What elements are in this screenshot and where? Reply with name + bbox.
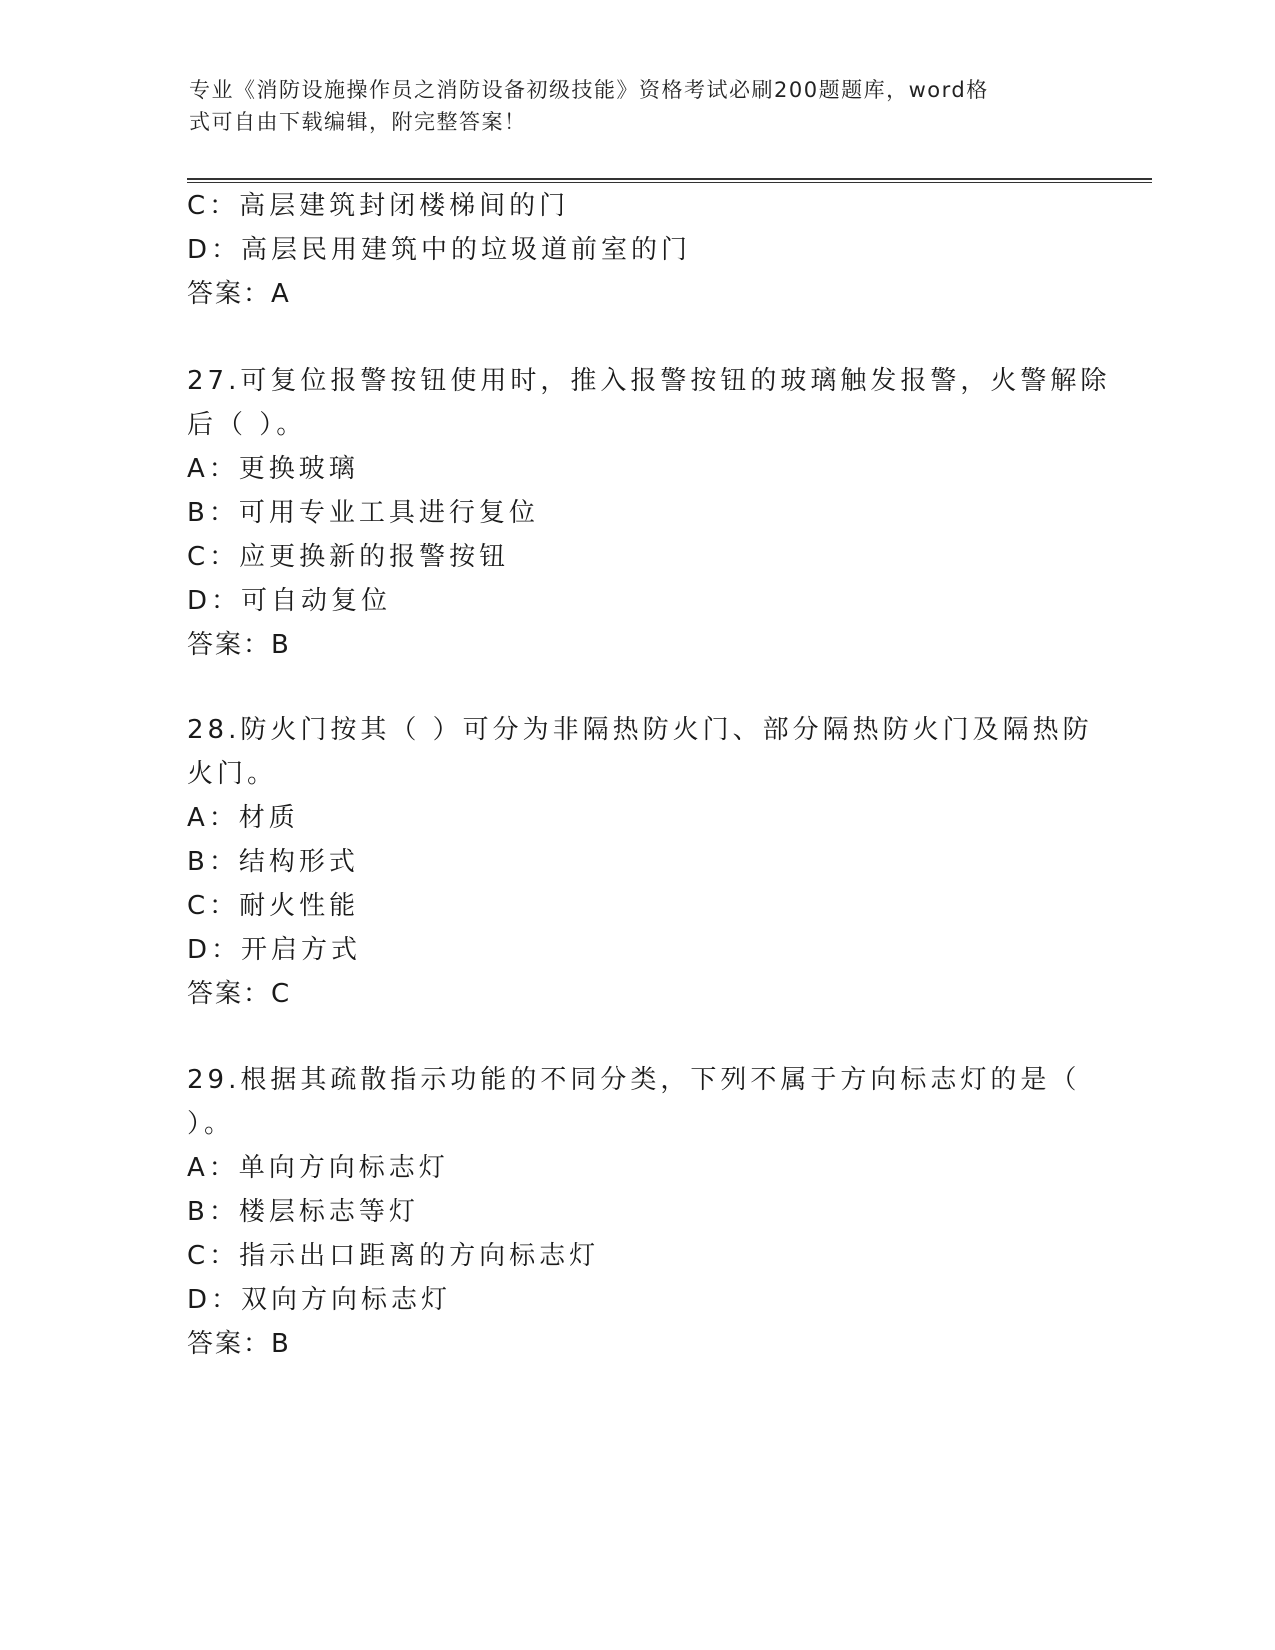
option-a: A：更换玻璃 [187,454,359,484]
option-a: A：材质 [187,803,299,833]
question-stem-line: ）。 [187,1109,235,1139]
question-stem-line: 29.根据其疏散指示功能的不同分类，下列不属于方向标志灯的是（ [187,1065,1081,1095]
option-b: B：楼层标志等灯 [187,1197,419,1227]
answer: 答案：C [187,979,292,1009]
option-a: A：单向方向标志灯 [187,1153,449,1183]
header-line-1: 专业《消防设施操作员之消防设备初级技能》资格考试必刷200题题库，word格 [189,78,989,102]
option-b: B：结构形式 [187,847,359,877]
header-divider [187,178,1152,183]
question-stem-line: 火门。 [187,759,278,789]
page-header [189,74,1069,138]
question-stem-line: 28.防火门按其（ ）可分为非隔热防火门、部分隔热防火门及隔热防 [187,715,1093,745]
header-line-2: 式可自由下载编辑，附完整答案！ [189,110,527,134]
option-d: D：高层民用建筑中的垃圾道前室的门 [187,235,692,265]
question-stem-line: 后（ ）。 [187,410,307,440]
option-d: D：开启方式 [187,935,362,965]
option-c: C：高层建筑封闭楼梯间的门 [187,191,570,221]
question-stem-line: 27.可复位报警按钮使用时，推入报警按钮的玻璃触发报警，火警解除 [187,366,1111,396]
option-c: C：应更换新的报警按钮 [187,542,510,572]
option-c: C：指示出口距离的方向标志灯 [187,1241,600,1271]
option-d: D：双向方向标志灯 [187,1285,452,1315]
answer: 答案：B [187,630,291,660]
option-b: B：可用专业工具进行复位 [187,498,539,528]
answer: 答案：B [187,1329,291,1359]
answer: 答案：A [187,279,291,309]
option-d: D：可自动复位 [187,586,392,616]
option-c: C：耐火性能 [187,891,360,921]
